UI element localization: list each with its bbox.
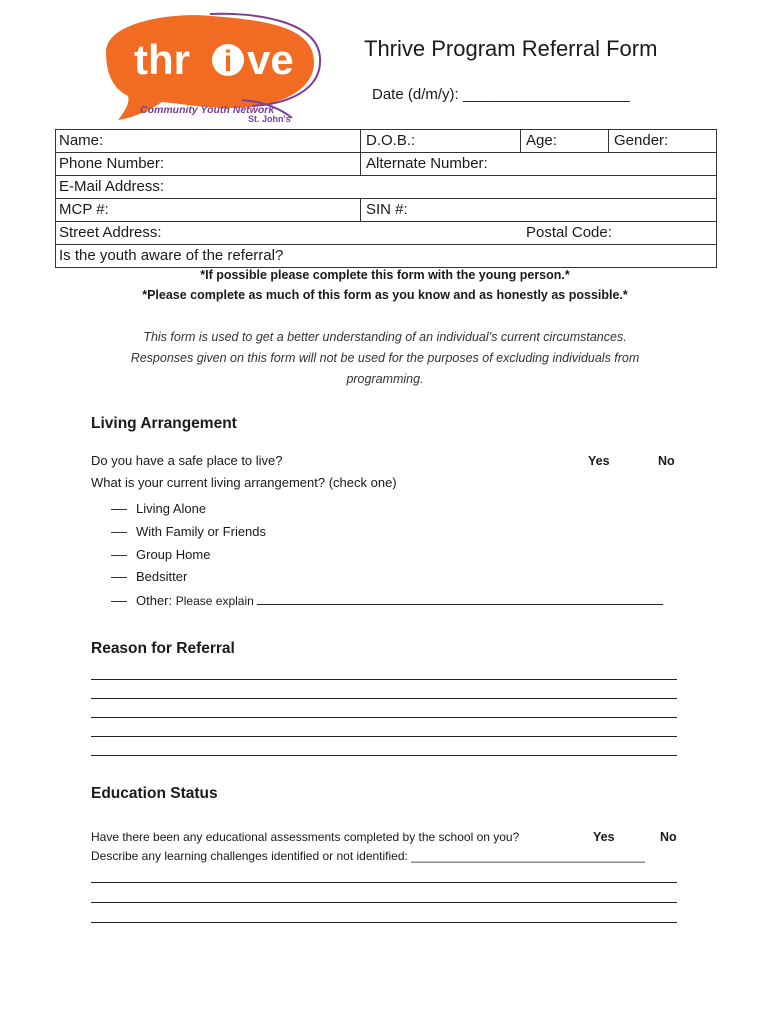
postal-code-field[interactable]: Postal Code: bbox=[526, 224, 612, 241]
safe-place-question: Do you have a safe place to live? bbox=[91, 453, 283, 468]
checkbox-line bbox=[111, 577, 127, 578]
referral-answer-line[interactable] bbox=[91, 679, 677, 680]
referral-answer-line[interactable] bbox=[91, 698, 677, 699]
alternate-number-field[interactable]: Alternate Number: bbox=[366, 155, 488, 172]
email-field[interactable]: E-Mail Address: bbox=[59, 178, 165, 195]
age-field[interactable]: Age: bbox=[526, 132, 557, 149]
checkbox-line bbox=[111, 601, 127, 602]
referral-answer-line[interactable] bbox=[91, 755, 677, 756]
reason-for-referral-heading: Reason for Referral bbox=[91, 640, 235, 657]
checkbox-line bbox=[111, 555, 127, 556]
dob-field[interactable]: D.O.B.: bbox=[366, 132, 416, 149]
learning-challenges-question[interactable]: Describe any learning challenges identified or not identified: ___________________________________ bbox=[91, 849, 645, 863]
other-explain-input[interactable] bbox=[257, 592, 663, 605]
intro-line-2: Responses given on this form will not be used for the purposes of excluding individuals from bbox=[130, 351, 640, 365]
referral-awareness-field[interactable]: Is the youth aware of the referral? bbox=[59, 247, 284, 264]
table-row bbox=[56, 130, 716, 152]
form-title: Thrive Program Referral Form bbox=[364, 36, 658, 61]
living-arrangement-question: What is your current living arrangement? (check one) bbox=[91, 475, 397, 490]
living-option-bedsitter[interactable]: Bedsitter bbox=[111, 569, 187, 584]
logo-city-text: St. John's bbox=[248, 114, 291, 124]
phone-field[interactable]: Phone Number: bbox=[59, 155, 165, 172]
referral-answer-line[interactable] bbox=[91, 736, 677, 737]
table-row bbox=[56, 221, 716, 244]
gender-field[interactable]: Gender: bbox=[614, 132, 669, 149]
education-answer-line[interactable] bbox=[91, 902, 677, 903]
safe-place-yes-option[interactable]: Yes bbox=[588, 454, 610, 468]
logo-network-text: Community Youth Network bbox=[140, 104, 275, 116]
education-answer-line[interactable] bbox=[91, 922, 677, 923]
table-row bbox=[56, 198, 716, 221]
table-row bbox=[56, 152, 716, 175]
assessment-question: Have there been any educational assessments completed by the school on you? bbox=[91, 830, 520, 844]
mcp-field[interactable]: MCP #: bbox=[59, 201, 109, 218]
living-option-family-friends[interactable]: With Family or Friends bbox=[111, 524, 266, 539]
intro-line-3: programming. bbox=[346, 372, 424, 386]
table-row bbox=[56, 175, 716, 198]
safe-place-no-option[interactable]: No bbox=[658, 454, 675, 468]
logo-wordmark-i: i bbox=[223, 45, 233, 78]
intro-line-1: This form is used to get a better understanding of an individual’s current circumstances. bbox=[143, 330, 627, 344]
street-address-field[interactable]: Street Address: bbox=[59, 224, 162, 241]
education-status-heading: Education Status bbox=[91, 785, 218, 802]
note-line-2: *Please complete as much of this form as you know and as honestly as possible.* bbox=[142, 288, 628, 302]
date-field[interactable]: Date (d/m/y): ____________________ bbox=[372, 86, 630, 103]
logo-wordmark-thr: thr bbox=[134, 36, 190, 83]
checkbox-line bbox=[111, 532, 127, 533]
logo-wordmark-ve: ve bbox=[247, 36, 294, 83]
living-option-group-home[interactable]: Group Home bbox=[111, 547, 210, 562]
sin-field[interactable]: SIN #: bbox=[366, 201, 408, 218]
education-answer-line[interactable] bbox=[91, 882, 677, 883]
note-line-1: *If possible please complete this form with the young person.* bbox=[200, 268, 570, 282]
living-arrangement-heading: Living Arrangement bbox=[91, 415, 237, 432]
living-option-other[interactable]: Other: Please explain bbox=[111, 592, 663, 608]
table-row bbox=[56, 244, 716, 267]
referral-answer-line[interactable] bbox=[91, 717, 677, 718]
checkbox-line bbox=[111, 509, 127, 510]
personal-info-table bbox=[55, 129, 717, 268]
assessment-yes-option[interactable]: Yes bbox=[593, 830, 615, 844]
living-option-alone[interactable]: Living Alone bbox=[111, 501, 206, 516]
assessment-no-option[interactable]: No bbox=[660, 830, 677, 844]
name-field[interactable]: Name: bbox=[59, 132, 104, 149]
